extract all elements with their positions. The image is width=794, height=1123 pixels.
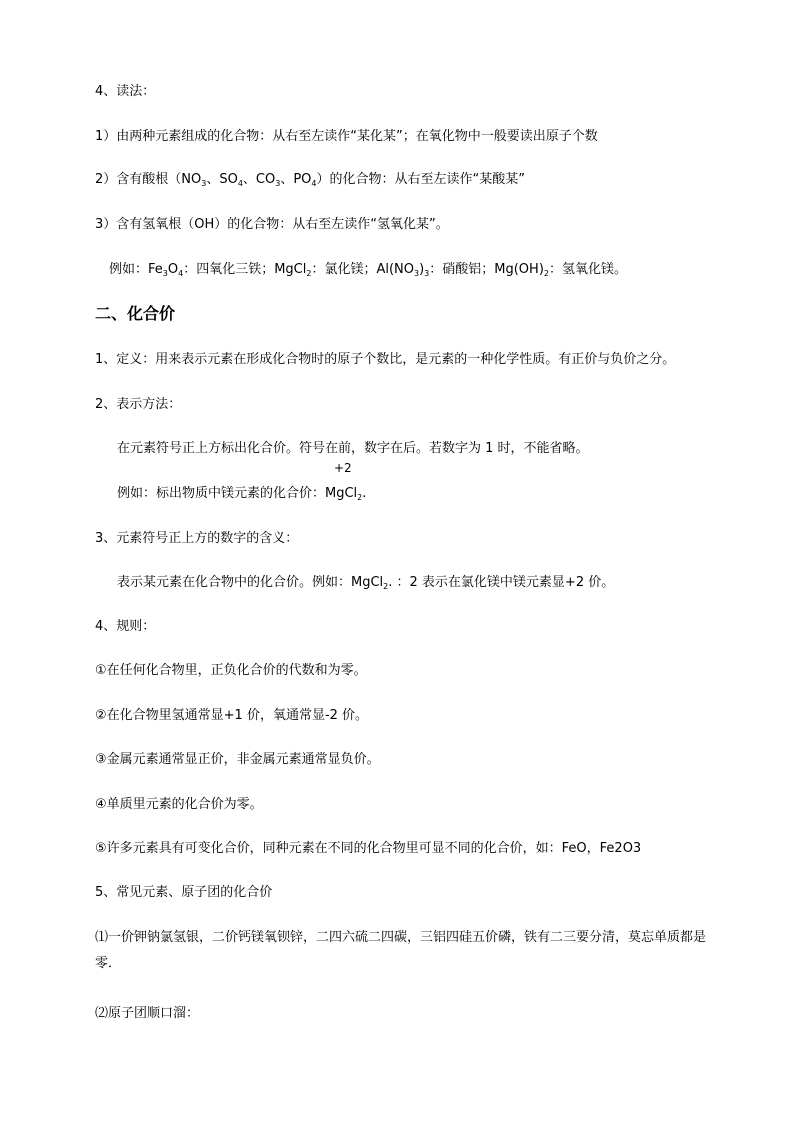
subscript: 4: [237, 179, 243, 188]
meaning-text: [117, 574, 614, 593]
text: ：硝酸铝；Mg(OH): [429, 262, 544, 277]
valence-mark: +2: [334, 461, 352, 475]
text: 例如：标出物质中镁元素的化合价：MgCl: [117, 486, 358, 501]
text: ）的化合物：从右至左读作“某酸某”: [316, 172, 525, 187]
valence-definition: 1、定义：用来表示元素在形成化合物时的原子个数比，是元素的一种化学性质。有正价与负价之分。: [95, 352, 676, 367]
reading-example: [109, 261, 627, 280]
method-title: 2、表示方法：: [95, 397, 182, 412]
text: 表示某元素在化合物中的化合价。例如：MgCl: [117, 575, 384, 590]
text: ): [419, 262, 425, 277]
radical-mnemonic-title: ⑵原子团顺口溜：: [95, 1006, 200, 1021]
text: O: [167, 262, 179, 277]
valence-mnemonic: ⑴一价钾钠氯氢银，二价钙镁氧钡锌，二四六硫二四碳，三铝四硅五价磷，铁有二三要分清，莫忘单质都是零．: [95, 930, 707, 971]
rule-item: ①在任何化合物里，正负化合价的代数和为零。: [95, 663, 367, 678]
text: 、CO: [242, 172, 276, 187]
subscript: 4: [311, 179, 317, 188]
rules-title: 4、规则：: [95, 619, 156, 634]
text: 、SO: [206, 172, 238, 187]
text: ：四氧化三铁；MgCl: [183, 262, 307, 277]
reading-rule-1: 1）由两种元素组成的化合物：从右至左读作“某化某”；在氧化物中一般要读出原子个数: [95, 129, 598, 144]
subscript: 2: [306, 269, 312, 278]
reading-rule-2: [95, 171, 525, 190]
subscript: 3: [414, 269, 420, 278]
subscript: 3: [201, 179, 207, 188]
reading-rule-3: 3）含有氢氧根（OH）的化合物：从右至左读作“氢氧化某”。: [95, 217, 449, 232]
text: 2）含有酸根（NO: [95, 172, 202, 187]
text: . ：2 表示在氯化镁中镁元素显+2 价。: [388, 575, 615, 590]
text: .: [362, 486, 367, 501]
section-heading-valence: 二、化合价: [95, 304, 176, 323]
text: 、PO: [280, 172, 312, 187]
method-text: 在元素符号正上方标出化合价。符号在前，数字在后。若数字为 1 时，不能省略。: [117, 441, 589, 456]
subscript: 3: [275, 179, 281, 188]
subscript: 3: [424, 269, 430, 278]
method-example: [117, 485, 366, 504]
subscript: 2: [543, 269, 549, 278]
text: ：氢氧化镁。: [548, 262, 627, 277]
rule-item: ④单质里元素的化合价为零。: [95, 797, 263, 812]
subscript: 4: [178, 269, 184, 278]
text: ：氯化镁；Al(NO: [311, 262, 414, 277]
rule-item: ②在化合物里氢通常显+1 价，氧通常显-2 价。: [95, 708, 369, 723]
subscript: 3: [162, 269, 168, 278]
meaning-title: 3、元素符号正上方的数字的含义：: [95, 531, 299, 546]
subscript: 2: [383, 582, 389, 591]
rule-item: ③金属元素通常显正价，非金属元素通常显负价。: [95, 752, 380, 767]
common-valence-title: 5、常见元素、原子团的化合价: [95, 885, 273, 900]
section4-title: 4、读法：: [95, 84, 156, 99]
rule-item: ⑤许多元素具有可变化合价，同种元素在不同的化合物里可显不同的化合价，如：FeO，Fe2O3: [95, 841, 642, 856]
text: 例如：Fe: [109, 262, 163, 277]
subscript: 2: [357, 493, 363, 502]
